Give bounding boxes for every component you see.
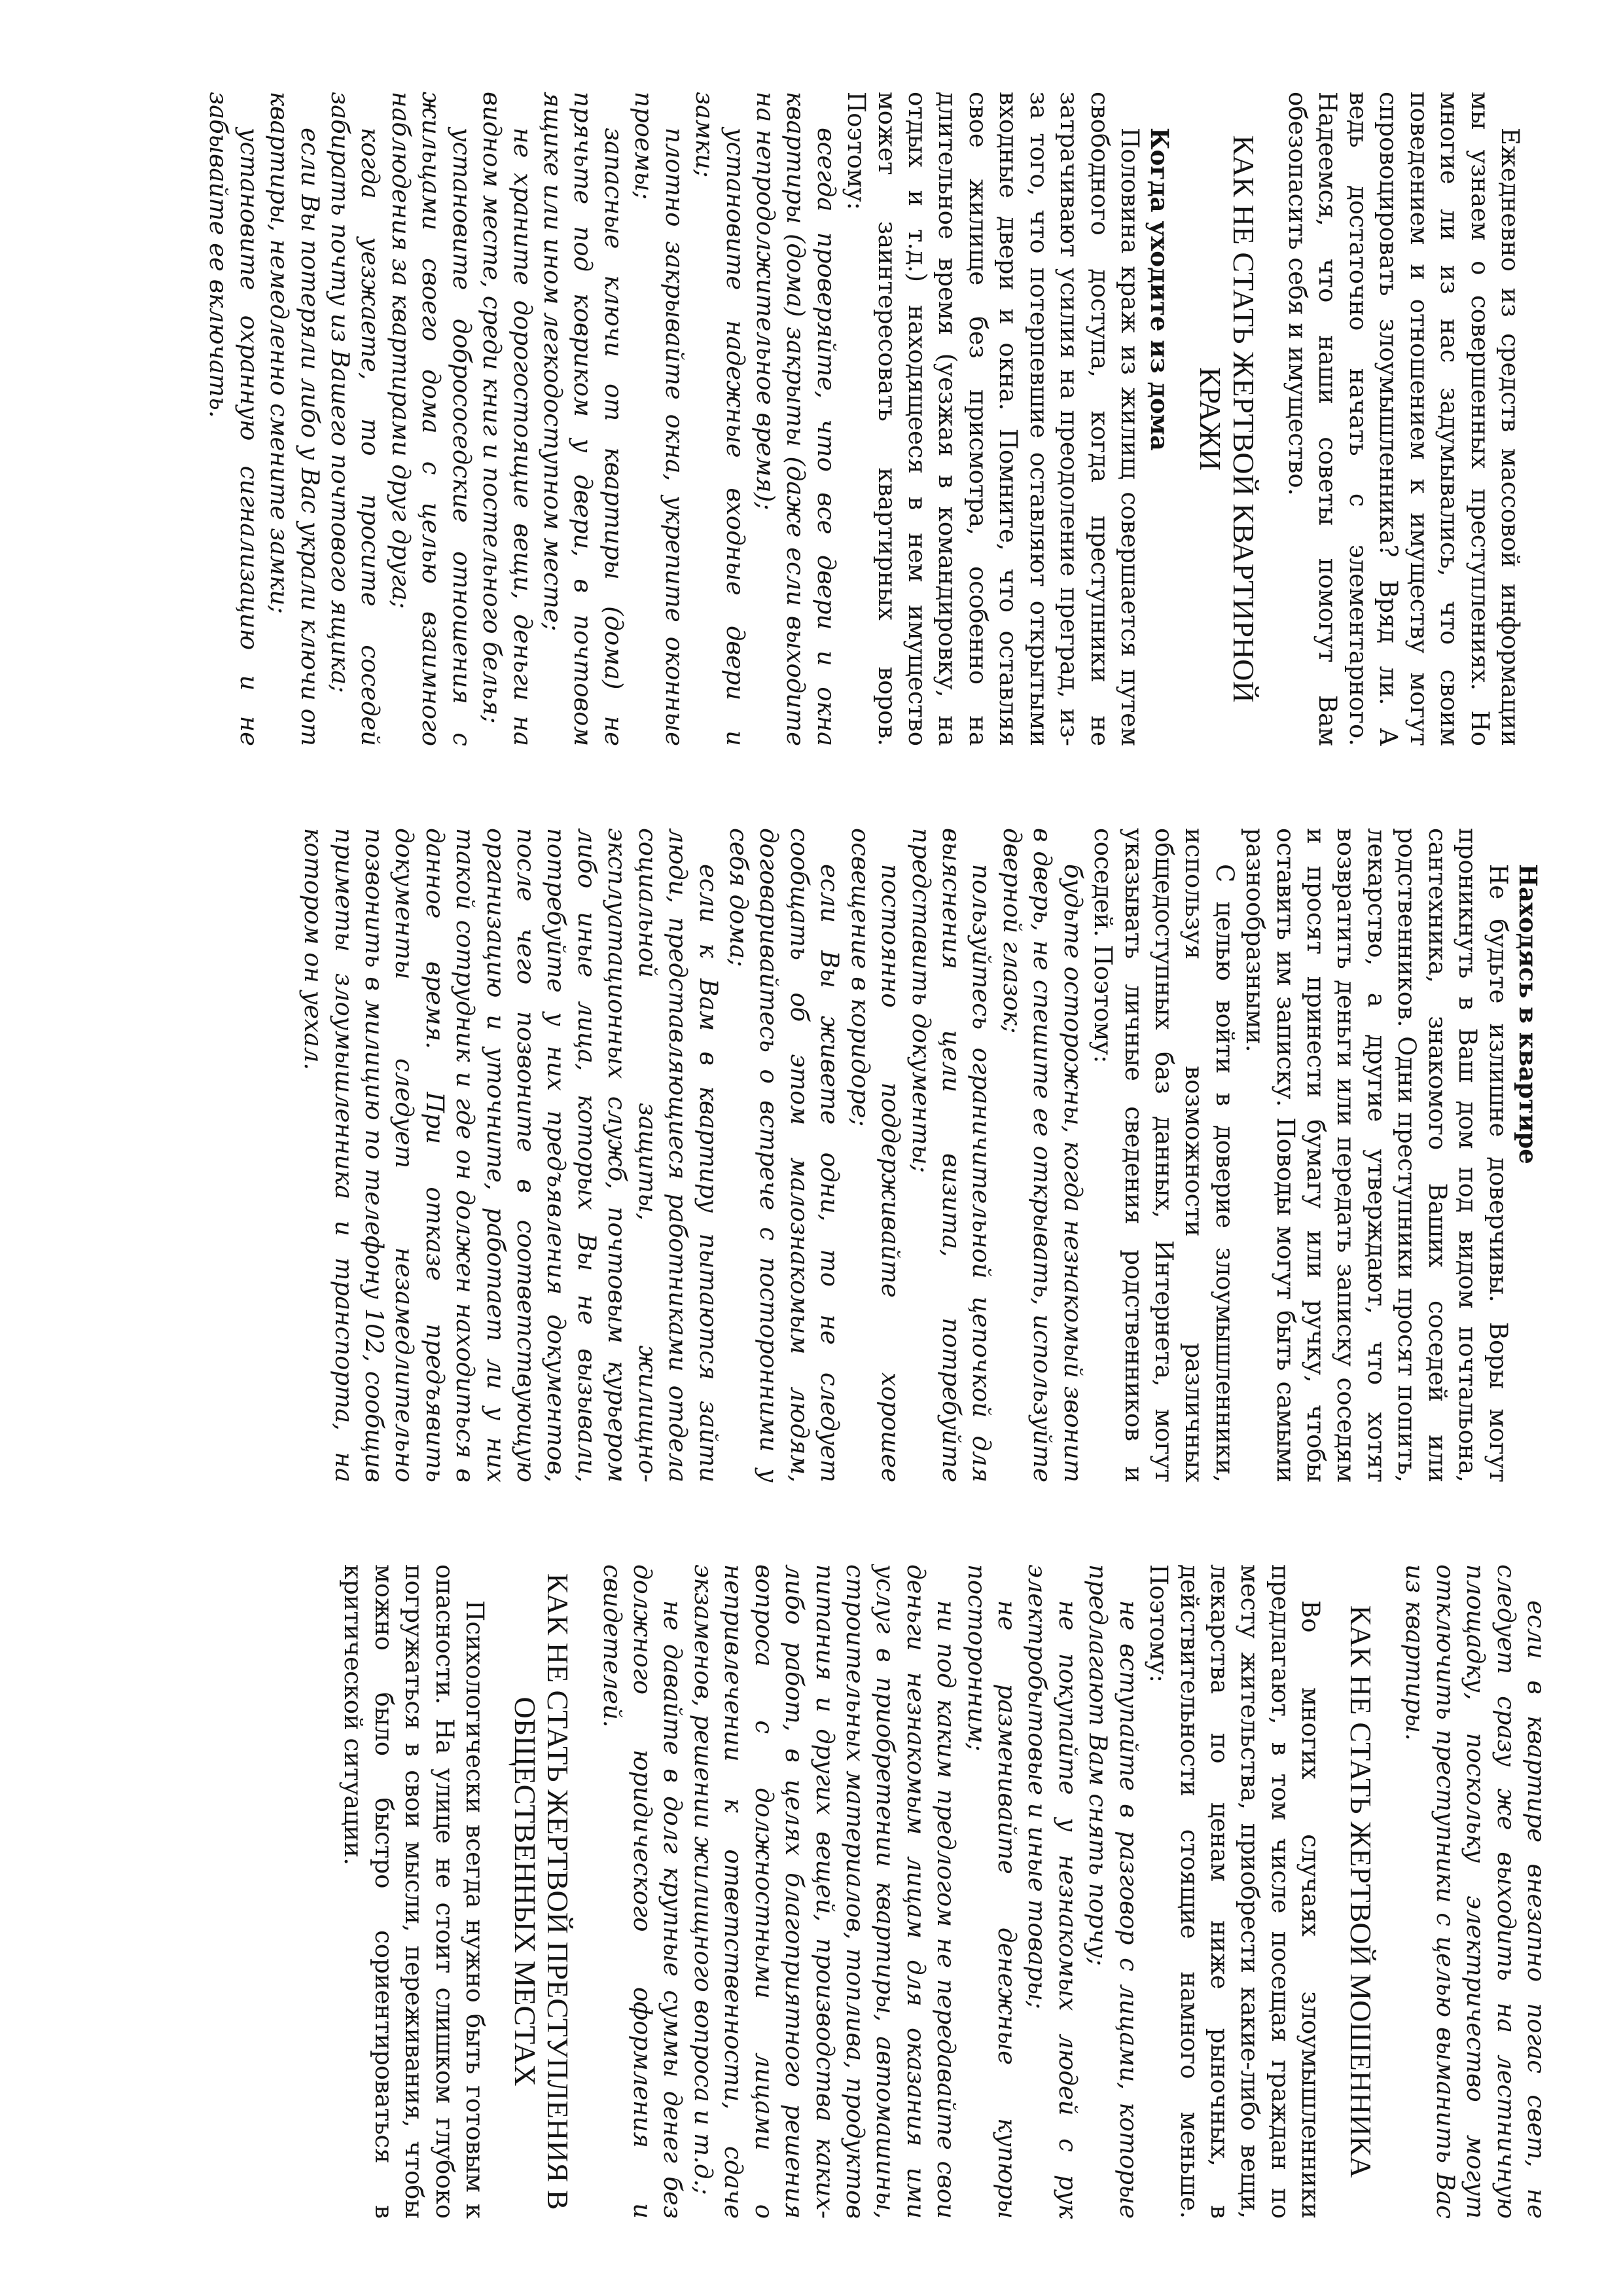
tip-item: ни под каким предлогом не передавайте свои деньги незнакомым лицам для оказания ими услуг в приобретении квартиры, автомашины, строительных материалов, топлива, продуктов питания и других вещей, производства каких-либо работ, в целях благоприятного решения вопроса с должностными лицами о непривлечении к ответственности, сдаче экзаменов, решении жилищного вопроса и т.д.; xyxy=(688,1564,961,2219)
tip-item: запасные ключи от квартиры (дома) не прячьте под ковриком у двери, в почтовом ящике или ином легкодоступном месте; xyxy=(539,92,628,746)
tip-item: пользуйтесь ограничительной цепочкой для выяснения цели визита, потребуйте представить документы; xyxy=(906,828,996,1482)
tip-item: если Вы живете одни, то не следует сообщать об этом малознакомым людям, договаривайтесь о встрече с посторонними у себя дома; xyxy=(724,828,844,1482)
title-apartment-theft: КАК НЕ СТАТЬ ЖЕРТВОЙ КВАРТИРНОЙ КРАЖИ xyxy=(1194,135,1260,703)
subheading-leaving-home: Когда уходите из дома xyxy=(1145,128,1175,451)
tip-item: не вступайте в разговор с лицами, которые предлагают Вам снять порчу; xyxy=(1084,1564,1143,2219)
trust-paragraph: С целью войти в доверие злоумышленники, используя возможности различных общедоступных баз данных, Интернета, могут указывать личные сведения родственников и соседей. Поэтому: xyxy=(1089,828,1239,1482)
tip-item: постоянно поддерживайте хорошее освещение в коридоре; xyxy=(846,828,905,1482)
column-3 xyxy=(85,1564,1551,2219)
tip-item: будьте осторожны, когда незнакомый звонит в дверь, не спешите ее открывать, используйте дверной глазок; xyxy=(997,828,1087,1482)
tip-item: установите охранную сигнализацию и не забывайте ее включать. xyxy=(204,92,263,746)
tip-item: не разменивайте денежные купюры посторонним; xyxy=(962,1564,1022,2219)
title-public-places: КАК НЕ СТАТЬ ЖЕРТВОЙ ПРЕСТУПЛЕНИЯ В ОБЩЕСТВЕННЫХ МЕСТАХ xyxy=(508,1573,575,2210)
tip-item: установите надежные входные двери и замки; xyxy=(690,92,749,746)
tip-item: если к Вам в квартиру пытаются зайти люди, представляющиеся работниками отдела социальной защиты, жилищно-эксплуатационных служб, почтовым курьером либо иные лица, которых Вы не вызывали, потребуйте у них предъявления документов, после чего позвоните в соответствующую организацию и уточните, работает ли у них такой сотрудник и где он должен находиться в данное время. При отказе предъявить документы следует незамедлительно позвонить в милицию по телефону 102, сообщив приметы злоумышленника и транспорта, на котором он уехал. xyxy=(299,828,722,1482)
public-places-paragraph: Психологически всегда нужно быть готовым к опасности. На улице не стоит слишком глубоко погружаться в свои мысли, переживания, чтобы можно было быстро сориентироваться в критической ситуации. xyxy=(339,1564,489,2219)
title-fraud: КАК НЕ СТАТЬ ЖЕРТВОЙ МОШЕННИКА xyxy=(1344,1605,1378,2178)
at-home-paragraph: Не будьте излишне доверчивы. Воры могут проникнуть в Ваш дом под видом почтальона, сантехника, знакомого Ваших соседей или родственников. Одни преступники просят попить, лекарство, а другие утверждают, что хотят возвратить деньги или передать записку соседям и просят принести бумагу или ручку, чтобы оставить им записку. Поводы могут быть самыми разнообразными. xyxy=(1241,828,1512,1482)
subheading-at-home: Находясь в квартире xyxy=(1514,864,1543,1164)
tip-item: плотно закрывайте окна, укрепите оконные проемы; xyxy=(630,92,688,746)
tip-item: если в квартире внезапно погас свет, не следует сразу же выходить на лестничную площадку, поскольку электричество могут отключить преступники с целью выманить Вас из квартиры. xyxy=(1400,1564,1550,2219)
tip-item: установите добрососедские отношения с жильцами своего дома с целью взаимного наблюдения за квартирами друг друга; xyxy=(386,92,476,746)
leaving-home-paragraph: Половина краж из жилищ совершается путем свободного доступа, когда преступники не затрачивают усилия на преодоление преград, из-за того, что потерпевшие оставляют открытыми входные двери и окна. Помните, что оставляя свое жилище без присмотра, особенно на длительное время (уезжая в командировку, на отдых и т.д.) находящееся в нем имущество может заинтересовать квартирных воров. Поэтому: xyxy=(842,92,1145,746)
tip-item: не давайте в долг крупные суммы денег без должного юридического оформления и свидетелей. xyxy=(597,1564,687,2219)
tip-item: когда уезжаете, то просите соседей забирать почту из Вашего почтового ящика; xyxy=(326,92,385,746)
intro-paragraph: Ежедневно из средств массовой информации мы узнаем о совершенных преступлениях. Но многие ли из нас задумывались, что своим поведением и отношением к имуществу могут спровоцировать злоумышленника? Вряд ли. А ведь достаточно начать с элементарного. Надеемся, что наши советы помогут Вам обезопасить себя и имущество. xyxy=(1283,92,1524,746)
tip-item: не храните дорогостоящие вещи, деньги на видном месте, среди книг и постельного белья; xyxy=(478,92,537,746)
tip-item: всегда проверяйте, что все двери и окна квартиры (дома) закрыты (даже если выходите на непродолжительное время); xyxy=(751,92,840,746)
column-2 xyxy=(92,828,1558,1482)
tip-item: не покупайте у незнакомых людей с рук электробытовые и иные товары; xyxy=(1023,1564,1082,2219)
column-1 xyxy=(59,92,1525,746)
tip-item: если Вы потеряли либо у Вас украли ключи от квартиры, немедленно смените замки; xyxy=(265,92,324,746)
fraud-paragraph: Во многих случаях злоумышленники предлагают, в том числе посещая граждан по месту жительства, приобрести какие-либо вещи, лекарства по ценам ниже рыночных, в действительности стоящие намного меньше. Поэтому: xyxy=(1145,1564,1325,2219)
